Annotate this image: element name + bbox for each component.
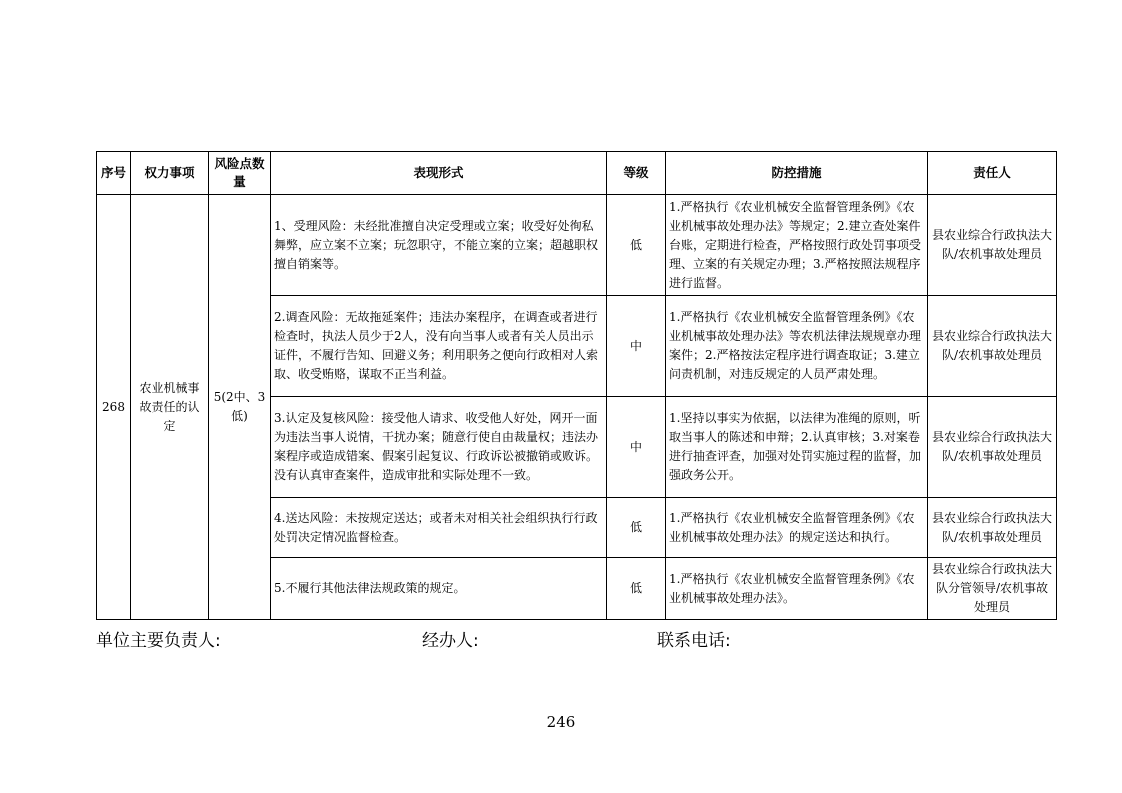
header-level: 等级 bbox=[607, 152, 666, 195]
cell-form: 1、受理风险：未经批准擅自决定受理或立案；收受好处徇私舞弊，应立案不立案；玩忽职守，不能立案的立案；超越职权擅自销案等。 bbox=[271, 195, 607, 296]
header-owner: 责任人 bbox=[928, 152, 1057, 195]
cell-form: 2.调查风险：无故拖延案件；违法办案程序，在调查或者进行检查时，执法人员少于2人，没有向当事人或者有关人员出示证件，不履行告知、回避义务；利用职务之便向行政相对人索取、收受贿赂，谋取不正当利益。 bbox=[271, 296, 607, 397]
cell-owner: 县农业综合行政执法大队/农机事故处理员 bbox=[928, 195, 1057, 296]
footer-phone-label: 联系电话: bbox=[657, 631, 731, 651]
footer-handler-label: 经办人: bbox=[422, 631, 479, 651]
cell-matter: 农业机械事故责任的认定 bbox=[131, 195, 209, 620]
cell-measures: 1.严格执行《农业机械安全监督管理条例》《农业机械事故处理办法》等规定；2.建立查处案件台账，定期进行检查，严格按照行政处罚事项受理、立案的有关规定办理；3.严格按照法规程序进行监督。 bbox=[666, 195, 928, 296]
cell-level: 中 bbox=[607, 296, 666, 397]
cell-form: 3.认定及复核风险：接受他人请求、收受他人好处，网开一面为违法当事人说情，干扰办案；随意行使自由裁量权；违法办案程序或造成错案、假案引起复议、行政诉讼被撤销或败诉。没有认真审查案件，造成审批和实际处理不一致。 bbox=[271, 397, 607, 498]
header-form: 表现形式 bbox=[271, 152, 607, 195]
cell-measures: 1.严格执行《农业机械安全监督管理条例》《农业机械事故处理办法》等农机法律法规规章办理案件；2.严格按法定程序进行调查取证；3.建立问责机制，对违反规定的人员严肃处理。 bbox=[666, 296, 928, 397]
cell-form: 4.送达风险：未按规定送达；或者未对相关社会组织执行行政处罚决定情况监督检查。 bbox=[271, 498, 607, 558]
cell-owner: 县农业综合行政执法大队/农机事故处理员 bbox=[928, 296, 1057, 397]
cell-level: 低 bbox=[607, 558, 666, 620]
cell-level: 低 bbox=[607, 195, 666, 296]
cell-measures: 1.严格执行《农业机械安全监督管理条例》《农业机械事故处理办法》的规定送达和执行。 bbox=[666, 498, 928, 558]
cell-level: 中 bbox=[607, 397, 666, 498]
header-measures: 防控措施 bbox=[666, 152, 928, 195]
header-matter: 权力事项 bbox=[131, 152, 209, 195]
cell-form: 5.不履行其他法律法规政策的规定。 bbox=[271, 558, 607, 620]
cell-no: 268 bbox=[97, 195, 131, 620]
cell-measures: 1.坚持以事实为依据，以法律为准绳的原则，听取当事人的陈述和申辩；2.认真审核；3.对案卷进行抽查评查，加强对处罚实施过程的监督，加强政务公开。 bbox=[666, 397, 928, 498]
header-risk-count: 风险点数量 bbox=[209, 152, 271, 195]
cell-risk-count: 5(2中、3低) bbox=[209, 195, 271, 620]
cell-measures: 1.严格执行《农业机械安全监督管理条例》《农业机械事故处理办法》。 bbox=[666, 558, 928, 620]
table-row bbox=[97, 195, 1057, 296]
cell-owner: 县农业综合行政执法大队/农机事故处理员 bbox=[928, 397, 1057, 498]
cell-owner: 县农业综合行政执法大队/农机事故处理员 bbox=[928, 498, 1057, 558]
footer-head-label: 单位主要负责人: bbox=[96, 631, 221, 651]
risk-table bbox=[96, 151, 1057, 620]
header-no: 序号 bbox=[97, 152, 131, 195]
cell-level: 低 bbox=[607, 498, 666, 558]
table-header-row bbox=[97, 152, 1057, 195]
cell-owner: 县农业综合行政执法大队分管领导/农机事故处理员 bbox=[928, 558, 1057, 620]
page-number: 246 bbox=[546, 713, 576, 731]
